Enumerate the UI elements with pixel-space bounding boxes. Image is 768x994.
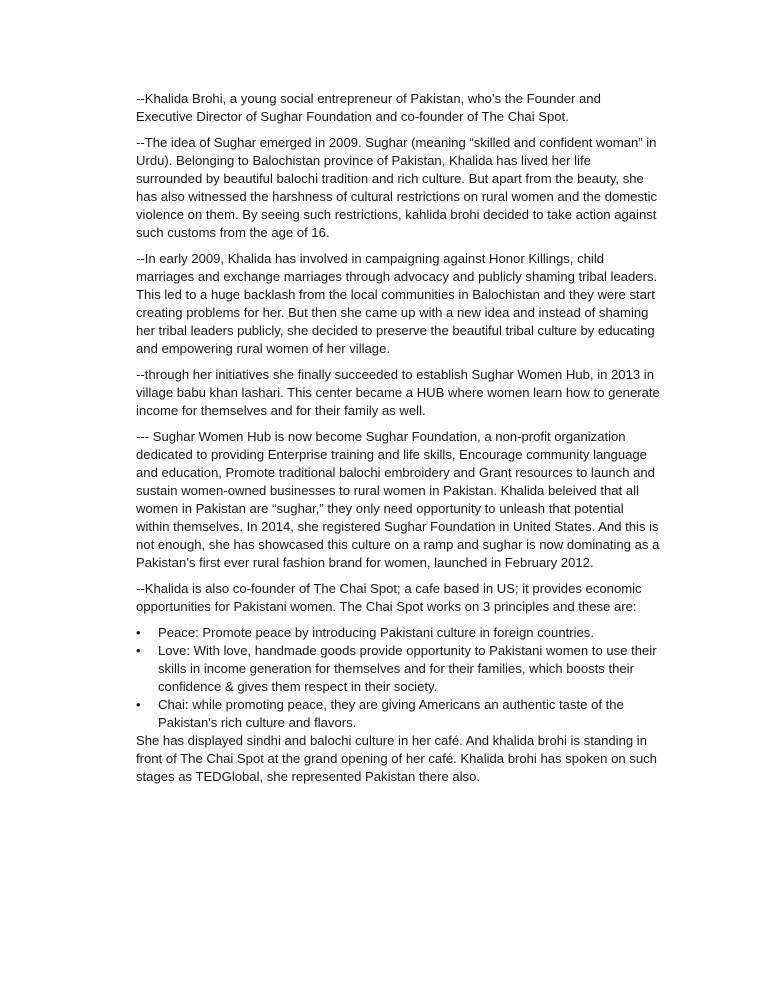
paragraph-campaign: --In early 2009, Khalida has involved in campaigning against Honor Killings, child marriages and exchange marriages through advocacy and publicly shaming tribal leaders. This led to a huge backlash from the local communities in Balochistan and they were start creating problems for her. But then she came up with a new idea and instead of shaming her tribal leaders publicly, she decided to preserve the beautiful tribal culture by educating and empowering rural women of her village. — [136, 251, 658, 356]
document-page — [136, 90, 660, 786]
bullet-icon: • — [136, 697, 141, 712]
paragraph-closing: She has displayed sindhi and balochi culture in her café. And khalida brohi is standing in front of The Chai Spot at the grand opening of her café. Khalida brohi has spoken on such stages as TEDGlobal, she represented Pakistan there also. — [136, 733, 657, 784]
list-item-text: Peace: Promote peace by introducing Pakistani culture in foreign countries. — [158, 625, 594, 640]
bullet-icon: • — [136, 643, 141, 658]
list-item-text: Love: With love, handmade goods provide opportunity to Pakistani women to use their skills in income generation for themselves and for their families, which boosts their confidence & gives them respect in their society. — [158, 643, 657, 694]
principles-list — [136, 624, 660, 732]
paragraph-foundation: --- Sughar Women Hub is now become Sughar Foundation, a non-profit organization dedicated to providing Enterprise training and life skills, Encourage community language and education, Promote traditional balochi embroidery and Grant resources to launch and sustain women-owned businesses to rural women in Pakistan. Khalida beleived that all women in Pakistan are “sughar,” they only need opportunity to unleash that potential within themselves. In 2014, she registered Sughar Foundation in United States. And this is not enough, she has showcased this culture on a ramp and sughar is now dominating as a Pakistan’s first ever rural fashion brand for women, launched in February 2012. — [136, 429, 660, 570]
paragraph-intro: --Khalida Brohi, a young social entrepreneur of Pakistan, who’s the Founder and Executive Director of Sughar Foundation and co-founder of The Chai Spot. — [136, 91, 601, 124]
list-item-chai — [136, 696, 660, 732]
paragraph-women-hub: --through her initiatives she finally succeeded to establish Sughar Women Hub, in 2013 in village babu khan lashari. This center became a HUB where women learn how to generate income for themselves and for their family as well. — [136, 367, 660, 418]
list-item-peace — [136, 624, 660, 642]
paragraph-chai-spot: --Khalida is also co-founder of The Chai Spot; a cafe based in US; it provides economic opportunities for Pakistani women. The Chai Spot works on 3 principles and these are: — [136, 581, 642, 614]
paragraph-idea: --The idea of Sughar emerged in 2009. Sughar (meaning “skilled and confident woman” in Urdu). Belonging to Balochistan province of Pakistan, Khalida has lived her life surrounded by beautiful balochi tradition and rich culture. But apart from the beauty, she has also witnessed the harshness of cultural restrictions on rural women and the domestic violence on them. By seeing such restrictions, kahlida brohi decided to take action against such customs from the age of 16. — [136, 135, 658, 240]
list-item-text: Chai: while promoting peace, they are giving Americans an authentic taste of the Pakistan's rich culture and flavors. — [158, 697, 624, 730]
list-item-love — [136, 642, 660, 696]
bullet-icon: • — [136, 625, 141, 640]
